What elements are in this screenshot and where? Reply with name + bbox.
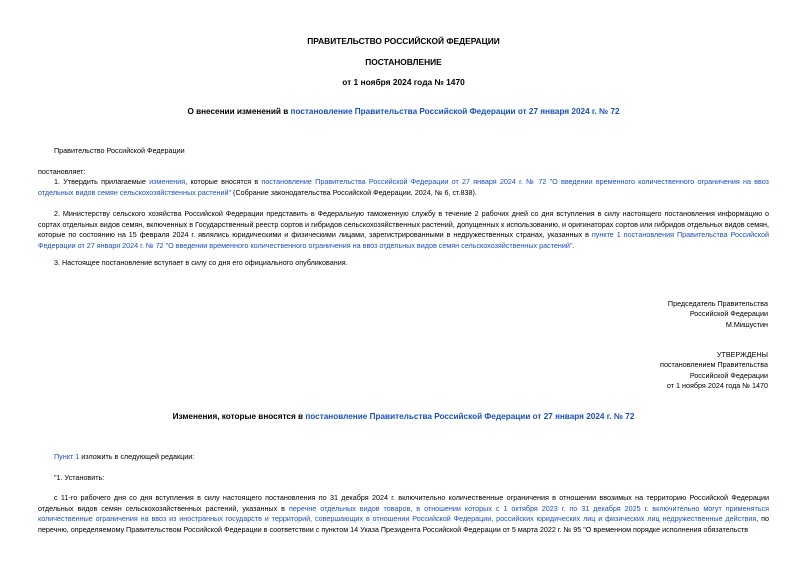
resolution-72-point-1-link[interactable]: пункте 1 постановления Правительства Российской Федерации от 27 января 2024 г. № 72 "О введении временного количественного ограничения на ввоз отдельных видов семян сельскохозяйственных растений" bbox=[38, 230, 769, 250]
approval-line-2: постановлением Правительства bbox=[660, 360, 768, 370]
preamble-decides: постановляет: bbox=[38, 167, 86, 176]
signature-block bbox=[668, 299, 768, 330]
change-1-text: изложить в следующей редакции: bbox=[79, 452, 195, 461]
paragraph-1-text-a: 1. Утвердить прилагаемые bbox=[54, 177, 150, 186]
change-1 bbox=[38, 452, 769, 463]
change-3-text-b: , по перечню, определяемому Правительством Российской Федерации в соответствии с пунктом 14 Указа Президента Российской Федерации от 5 марта 2022 г. № 95 "О временном порядке исполнения обязательств bbox=[38, 514, 770, 534]
title-link[interactable]: постановление Правительства Российской Федерации от 27 января 2024 г. № 72 bbox=[290, 107, 620, 116]
changes-link[interactable]: изменения bbox=[149, 177, 186, 186]
approval-block bbox=[660, 350, 768, 392]
document-type: ПОСТАНОВЛЕНИЕ bbox=[365, 57, 442, 67]
changes-title-prefix: Изменения, которые вносятся в bbox=[172, 412, 306, 421]
changes-title-link[interactable]: постановление Правительства Российской Федерации от 27 января 2024 г. № 72 bbox=[305, 412, 635, 421]
approval-line-4: от 1 ноября 2024 года № 1470 bbox=[666, 381, 768, 391]
resolution-72-link[interactable]: постановление Правительства Российской Федерации от 27 января 2024 г. № 72 "О введении временного количественного ограничения на ввоз отдельных видов семян сельскохозяйственных растений" bbox=[38, 177, 769, 197]
point-1-link[interactable]: Пункт 1 bbox=[54, 452, 80, 461]
changes-title bbox=[0, 412, 807, 421]
approval-line-3: Российской Федерации bbox=[689, 370, 768, 380]
change-3-text-a: с 11-го рабочего дня со дня вступления в силу настоящего постановления по 31 декабря 2024 г. включительно количественные ограничения в отношении ввозимых на территорию Российской Федерации отдельных видов семян сельскохозяйственных растений, указанных в bbox=[38, 493, 769, 513]
paragraph-2 bbox=[38, 209, 769, 251]
preamble-issuer: Правительство Российской Федерации bbox=[54, 146, 185, 155]
document-date-number: от 1 ноября 2024 года № 1470 bbox=[342, 77, 465, 87]
signature-name: М.Мишустин bbox=[725, 319, 768, 329]
document-title bbox=[0, 107, 807, 116]
paragraph-1-text-b: , которые вносятся в bbox=[185, 177, 262, 186]
approval-heading: УТВЕРЖДЕНЫ bbox=[716, 350, 768, 359]
paragraph-1-text-c: (Собрание законодательства Российской Федерации, 2024, № 6, ст.838). bbox=[231, 187, 477, 197]
signature-organization: Российской Федерации bbox=[689, 309, 768, 319]
change-2: "1. Установить: bbox=[54, 473, 105, 482]
signature-position: Председатель Правительства bbox=[667, 299, 768, 308]
goods-list-link[interactable]: перечне отдельных видов товаров, в отношении которых с 1 октября 2023 г. по 31 декабря 2025 г. включительно могут применяться количественные ограничения на ввоз из иностранных государств и территорий, совершающих в отношении Российской Федерации, российских юридических лиц и физических лиц недружественные действия bbox=[38, 503, 769, 524]
government-heading: ПРАВИТЕЛЬСТВО РОССИЙСКОЙ ФЕДЕРАЦИИ bbox=[307, 36, 500, 46]
paragraph-1 bbox=[38, 177, 769, 198]
paragraph-2-text-a: 2. Министерству сельского хозяйства Российской Федерации представить в Федеральную таможенную службу в течение 2 рабочих дней со дня вступления в силу настоящего постановления информацию о сортах отдельных видов семян, включенных в Государственный реестр сортов и гибридов сельскохозяйственных растений, допущенных к использованию, и оригинаторах сортов или гибридов отдельных видов семян, которые по состоянию на 15 февраля 2024 г. являлись юридическими и физическими лицами, зарегистрированными в недружественных странах, указанных в bbox=[38, 209, 769, 240]
paragraph-2-text-b: . bbox=[572, 240, 575, 250]
change-3 bbox=[38, 493, 769, 535]
title-prefix: О внесении изменений в bbox=[187, 107, 291, 116]
paragraph-3: 3. Настоящее постановление вступает в силу со дня его официального опубликования. bbox=[54, 258, 348, 267]
